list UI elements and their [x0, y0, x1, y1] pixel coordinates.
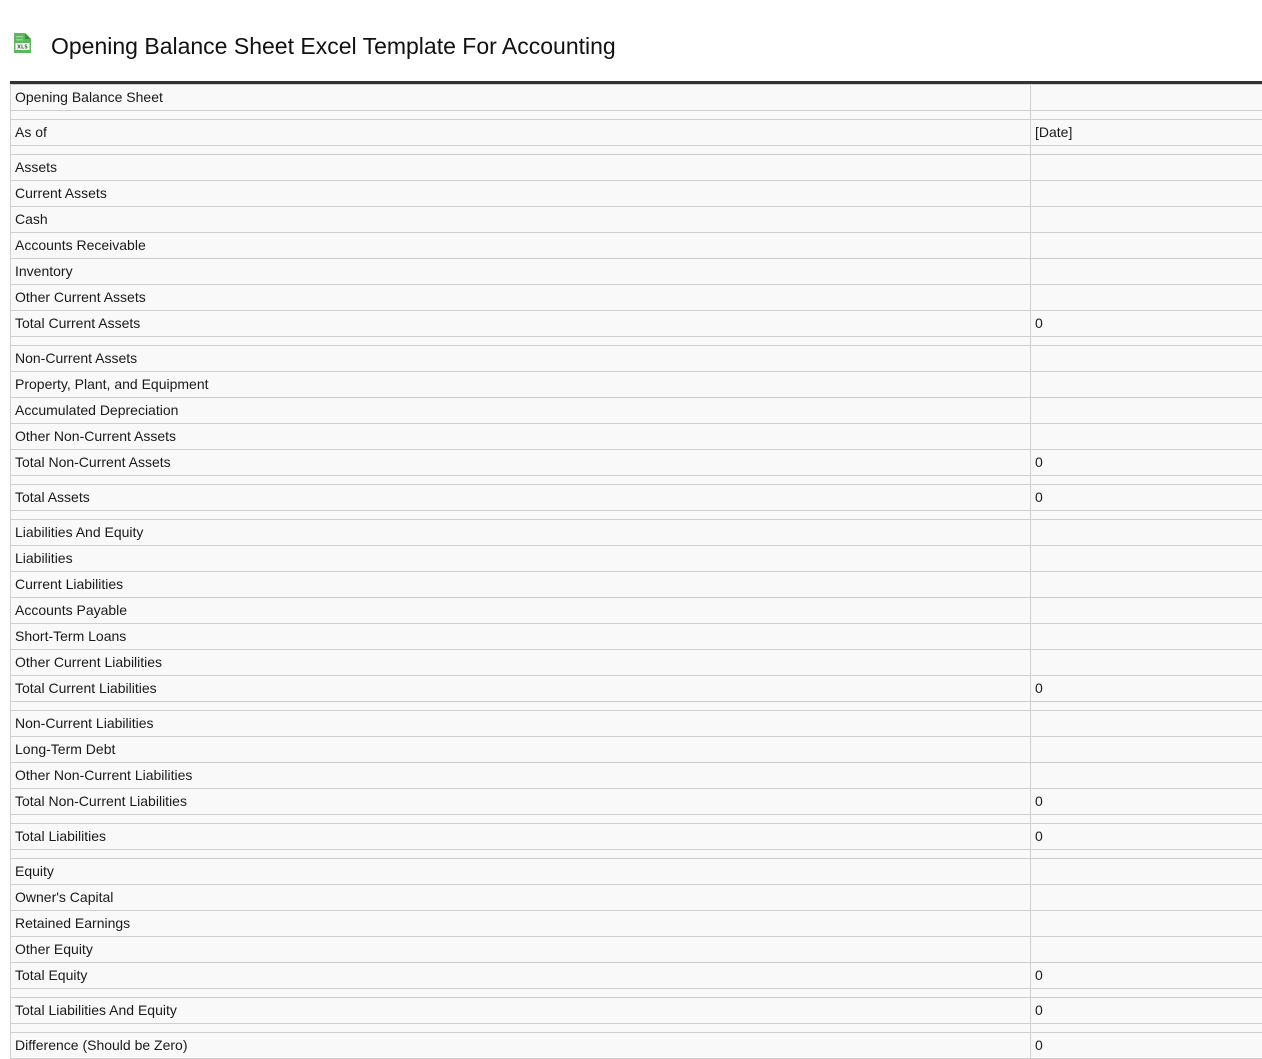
spacer-cell[interactable] — [11, 337, 1031, 346]
row-value-cell[interactable]: 0 — [1031, 789, 1262, 815]
table-row — [11, 789, 1262, 815]
spacer-cell[interactable] — [1031, 337, 1262, 346]
table-row — [11, 181, 1262, 207]
row-value-cell[interactable] — [1031, 207, 1262, 233]
spacer-cell[interactable] — [1031, 111, 1262, 120]
row-value-cell[interactable] — [1031, 711, 1262, 737]
spreadsheet-grid — [10, 84, 1262, 1059]
spacer-cell[interactable] — [1031, 989, 1262, 998]
table-row — [11, 155, 1262, 181]
row-value-cell[interactable] — [1031, 285, 1262, 311]
row-value-cell[interactable] — [1031, 181, 1262, 207]
spacer-row — [11, 815, 1262, 824]
table-row — [11, 372, 1262, 398]
balance-sheet-table — [10, 81, 1262, 1059]
row-label-cell[interactable]: Cash — [11, 207, 1031, 233]
page-header — [0, 0, 1262, 81]
row-value-cell[interactable] — [1031, 572, 1262, 598]
row-label-cell[interactable]: Current Assets — [11, 181, 1031, 207]
table-row — [11, 998, 1262, 1024]
table-row — [11, 398, 1262, 424]
spacer-row — [11, 476, 1262, 485]
row-value-cell[interactable] — [1031, 937, 1262, 963]
spacer-cell[interactable] — [1031, 146, 1262, 155]
row-label-cell[interactable]: Accumulated Depreciation — [11, 398, 1031, 424]
row-label-cell[interactable]: Inventory — [11, 259, 1031, 285]
row-label-cell[interactable]: Accounts Payable — [11, 598, 1031, 624]
spacer-cell[interactable] — [11, 146, 1031, 155]
row-value-cell[interactable] — [1031, 624, 1262, 650]
spacer-cell[interactable] — [1031, 702, 1262, 711]
row-label-cell[interactable]: Other Equity — [11, 937, 1031, 963]
row-value-cell[interactable]: 0 — [1031, 1033, 1262, 1059]
row-value-cell[interactable]: 0 — [1031, 311, 1262, 337]
spacer-cell[interactable] — [11, 1024, 1031, 1033]
row-value-cell[interactable]: 0 — [1031, 963, 1262, 989]
row-value-cell[interactable]: 0 — [1031, 998, 1262, 1024]
spacer-row — [11, 850, 1262, 859]
table-row — [11, 963, 1262, 989]
row-label-cell[interactable]: Total Equity — [11, 963, 1031, 989]
spacer-cell[interactable] — [11, 702, 1031, 711]
spacer-cell[interactable] — [11, 111, 1031, 120]
row-label-cell[interactable]: Total Assets — [11, 485, 1031, 511]
table-row — [11, 207, 1262, 233]
spacer-row — [11, 337, 1262, 346]
table-row — [11, 546, 1262, 572]
row-label-cell[interactable]: Property, Plant, and Equipment — [11, 372, 1031, 398]
spacer-cell[interactable] — [1031, 850, 1262, 859]
row-value-cell[interactable] — [1031, 737, 1262, 763]
svg-text:XLS: XLS — [17, 45, 28, 51]
table-row — [11, 824, 1262, 850]
row-value-cell[interactable] — [1031, 859, 1262, 885]
row-label-cell[interactable]: Short-Term Loans — [11, 624, 1031, 650]
table-row — [11, 650, 1262, 676]
row-value-cell[interactable]: 0 — [1031, 485, 1262, 511]
spacer-cell[interactable] — [1031, 1024, 1262, 1033]
row-label-cell[interactable]: Other Non-Current Assets — [11, 424, 1031, 450]
row-label-cell[interactable]: Total Current Liabilities — [11, 676, 1031, 702]
row-value-cell[interactable]: 0 — [1031, 824, 1262, 850]
row-label-cell[interactable]: Current Liabilities — [11, 572, 1031, 598]
row-value-cell[interactable] — [1031, 424, 1262, 450]
spacer-cell[interactable] — [1031, 815, 1262, 824]
spacer-row — [11, 511, 1262, 520]
spacer-cell[interactable] — [11, 815, 1031, 824]
table-row — [11, 520, 1262, 546]
row-value-cell[interactable]: 0 — [1031, 450, 1262, 476]
row-label-cell[interactable]: Owner's Capital — [11, 885, 1031, 911]
row-label-cell[interactable]: Total Non-Current Liabilities — [11, 789, 1031, 815]
row-label-cell[interactable]: As of — [11, 120, 1031, 146]
row-value-cell[interactable] — [1031, 650, 1262, 676]
row-label-cell[interactable]: Long-Term Debt — [11, 737, 1031, 763]
table-row — [11, 711, 1262, 737]
row-label-cell[interactable]: Liabilities — [11, 546, 1031, 572]
table-row — [11, 311, 1262, 337]
spacer-cell[interactable] — [11, 850, 1031, 859]
row-value-cell[interactable] — [1031, 546, 1262, 572]
row-value-cell[interactable] — [1031, 372, 1262, 398]
row-label-cell[interactable]: Other Current Liabilities — [11, 650, 1031, 676]
row-label-cell[interactable]: Total Liabilities — [11, 824, 1031, 850]
row-label-cell[interactable]: Assets — [11, 155, 1031, 181]
spacer-row — [11, 989, 1262, 998]
row-label-cell[interactable]: Non-Current Liabilities — [11, 711, 1031, 737]
table-row — [11, 572, 1262, 598]
row-label-cell[interactable]: Retained Earnings — [11, 911, 1031, 937]
row-value-cell[interactable]: [Date] — [1031, 120, 1262, 146]
spacer-cell[interactable] — [11, 511, 1031, 520]
row-label-cell[interactable]: Total Current Assets — [11, 311, 1031, 337]
page-title: Opening Balance Sheet Excel Template For Accounting — [51, 31, 616, 61]
spacer-row — [11, 146, 1262, 155]
table-row — [11, 424, 1262, 450]
table-row — [11, 259, 1262, 285]
table-row — [11, 885, 1262, 911]
table-row — [11, 676, 1262, 702]
row-value-cell[interactable] — [1031, 911, 1262, 937]
spacer-row — [11, 111, 1262, 120]
spacer-cell[interactable] — [11, 476, 1031, 485]
row-value-cell[interactable] — [1031, 398, 1262, 424]
row-label-cell[interactable]: Other Non-Current Liabilities — [11, 763, 1031, 789]
table-row — [11, 1033, 1262, 1059]
row-label-cell[interactable]: Liabilities And Equity — [11, 520, 1031, 546]
row-value-cell[interactable] — [1031, 233, 1262, 259]
row-label-cell[interactable]: Total Liabilities And Equity — [11, 998, 1031, 1024]
row-value-cell[interactable] — [1031, 259, 1262, 285]
table-row — [11, 120, 1262, 146]
table-row — [11, 85, 1262, 111]
row-label-cell[interactable]: Difference (Should be Zero) — [11, 1033, 1031, 1059]
spacer-row — [11, 702, 1262, 711]
row-label-cell[interactable]: Other Current Assets — [11, 285, 1031, 311]
table-row — [11, 624, 1262, 650]
spacer-cell[interactable] — [11, 989, 1031, 998]
table-row — [11, 763, 1262, 789]
row-value-cell[interactable] — [1031, 763, 1262, 789]
row-value-cell[interactable] — [1031, 885, 1262, 911]
row-label-cell[interactable]: Equity — [11, 859, 1031, 885]
spacer-row — [11, 1024, 1262, 1033]
table-row — [11, 233, 1262, 259]
row-label-cell[interactable]: Total Non-Current Assets — [11, 450, 1031, 476]
table-row — [11, 859, 1262, 885]
xls-file-icon — [13, 32, 32, 54]
row-value-cell[interactable] — [1031, 346, 1262, 372]
table-row — [11, 485, 1262, 511]
row-value-cell[interactable] — [1031, 598, 1262, 624]
table-row — [11, 911, 1262, 937]
spacer-cell[interactable] — [1031, 511, 1262, 520]
table-row — [11, 285, 1262, 311]
row-label-cell[interactable]: Non-Current Assets — [11, 346, 1031, 372]
row-label-cell[interactable]: Opening Balance Sheet — [11, 85, 1031, 111]
row-value-cell[interactable] — [1031, 155, 1262, 181]
table-row — [11, 346, 1262, 372]
row-value-cell[interactable] — [1031, 520, 1262, 546]
table-row — [11, 737, 1262, 763]
row-value-cell[interactable] — [1031, 85, 1262, 111]
row-value-cell[interactable]: 0 — [1031, 676, 1262, 702]
table-row — [11, 937, 1262, 963]
spacer-cell[interactable] — [1031, 476, 1262, 485]
table-row — [11, 598, 1262, 624]
table-row — [11, 450, 1262, 476]
row-label-cell[interactable]: Accounts Receivable — [11, 233, 1031, 259]
